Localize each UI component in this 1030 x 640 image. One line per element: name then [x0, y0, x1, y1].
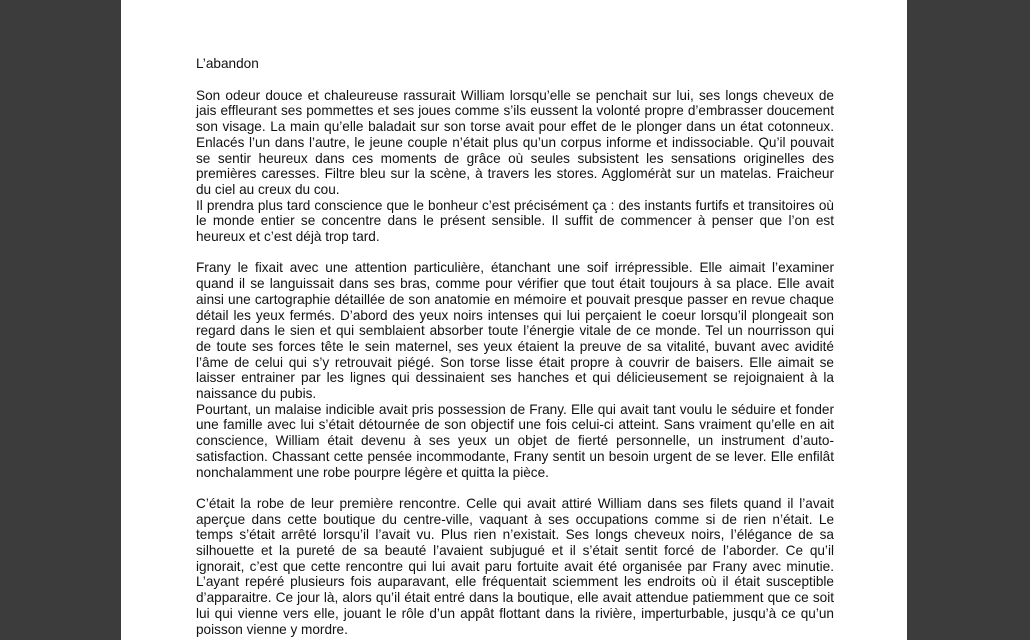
paragraph-gap: [196, 245, 834, 261]
paragraph-1: Son odeur douce et chaleureuse rassurait William lorsqu’elle se penchait sur lui, ses longs cheveux de jais effleurant ses pommettes et ses joues comme s’ils eussent la volonté propre d’embrasser doucement son visage. La main qu’elle baladait sur son torse avait pour effet de le plonger dans un état cotonneux. Enlacés l’un dans l’autre, le jeune couple n’était plus qu’un corpus informe et indissociable. Qu’il pouvait se sentir heureux dans ces moments de grâce où seules subsistent les sensations originelles des premières caresses. Filtre bleu sur la scène, à travers les stores. Aggloméràt sur un matelas. Fraicheur du ciel au creux du cou.: [196, 87, 834, 197]
paragraph-2: Il prendra plus tard conscience que le bonheur c’est précisément ça : des instants furtifs et transitoires où le monde entier se concentre dans le présent sensible. Il suffit de commencer à penser que l’on est heureux et c’est déjà trop tard.: [196, 197, 834, 245]
paragraph-4: Pourtant, un malaise indicible avait pris possession de Frany. Elle qui avait tant voulu le séduire et fonder une famille avec lui s’était détournée de son objectif une fois celui-ci atteint. Sans vraiment qu’elle en ait conscience, William était devenu à ses yeux un objet de fierté personnelle, un instrument d’auto-satisfaction. Chassant cette pensée incommodante, Frany sentit un besoin urgent de se lever. Elle enfilât nonchalamment une robe pourpre légère et quitta la pièce.: [196, 401, 834, 480]
paragraph-3: Frany le fixait avec une attention particulière, étanchant une soif irrépressible. Elle aimait l’examiner quand il se languissait dans ses bras, comme pour vérifier que tout était toujours à sa place. Elle avait ainsi une cartographie détaillée de son anatomie en mémoire et pouvait presque passer en revue chaque détail les yeux fermés. D’abord des yeux noirs intenses qui lui perçaient le coeur lorsqu’il plongeait son regard dans le sien et qui semblaient absorber toute l’énergie vitale de ce monde. Tel un nourrisson qui de toute ses forces tête le sein maternel, ses yeux étaient la preuve de sa vitalité, buvant avec avidité l’âme de celui qui s’y retrouvait piégé. Son torse lisse était propre à couvrir de baisers. Elle aimait se laisser entrainer par les lignes qui dessinaient ses hanches et qui délicieusement se rejoignaient à la naissance du pubis.: [196, 260, 834, 402]
document-page: [121, 0, 907, 640]
page-content: [196, 56, 834, 637]
paragraph-gap: [196, 480, 834, 496]
document-title: L’abandon: [196, 56, 259, 71]
paragraph-5: C’était la robe de leur première rencontre. Celle qui avait attiré William dans ses filets quand il l’avait aperçue dans cette boutique du centre-ville, vaquant à ses occupations comme si de rien n’était. Le temps s’était arrêté lorsqu’il l’avait vu. Plus rien n’existait. Ses longs cheveux noirs, l’élégance de sa silhouette et la pureté de sa beauté l’avaient subjugué et il s’était sentit forcé de l’aborder. Ce qu’il ignorait, c’est que cette rencontre qui lui avait paru fortuite avait été organisée par Frany avec minutie. L’ayant repéré plusieurs fois auparavant, elle fréquentait sciemment les endroits où il était susceptible d’apparaitre. Ce jour là, alors qu’il était entré dans la boutique, elle avait attendue patiemment que ce soit lui qui vienne vers elle, jouant le rôle d’un appât flottant dans la rivière, imperturbable, jusqu’à ce qu’un poisson vienne y mordre.: [196, 495, 834, 637]
